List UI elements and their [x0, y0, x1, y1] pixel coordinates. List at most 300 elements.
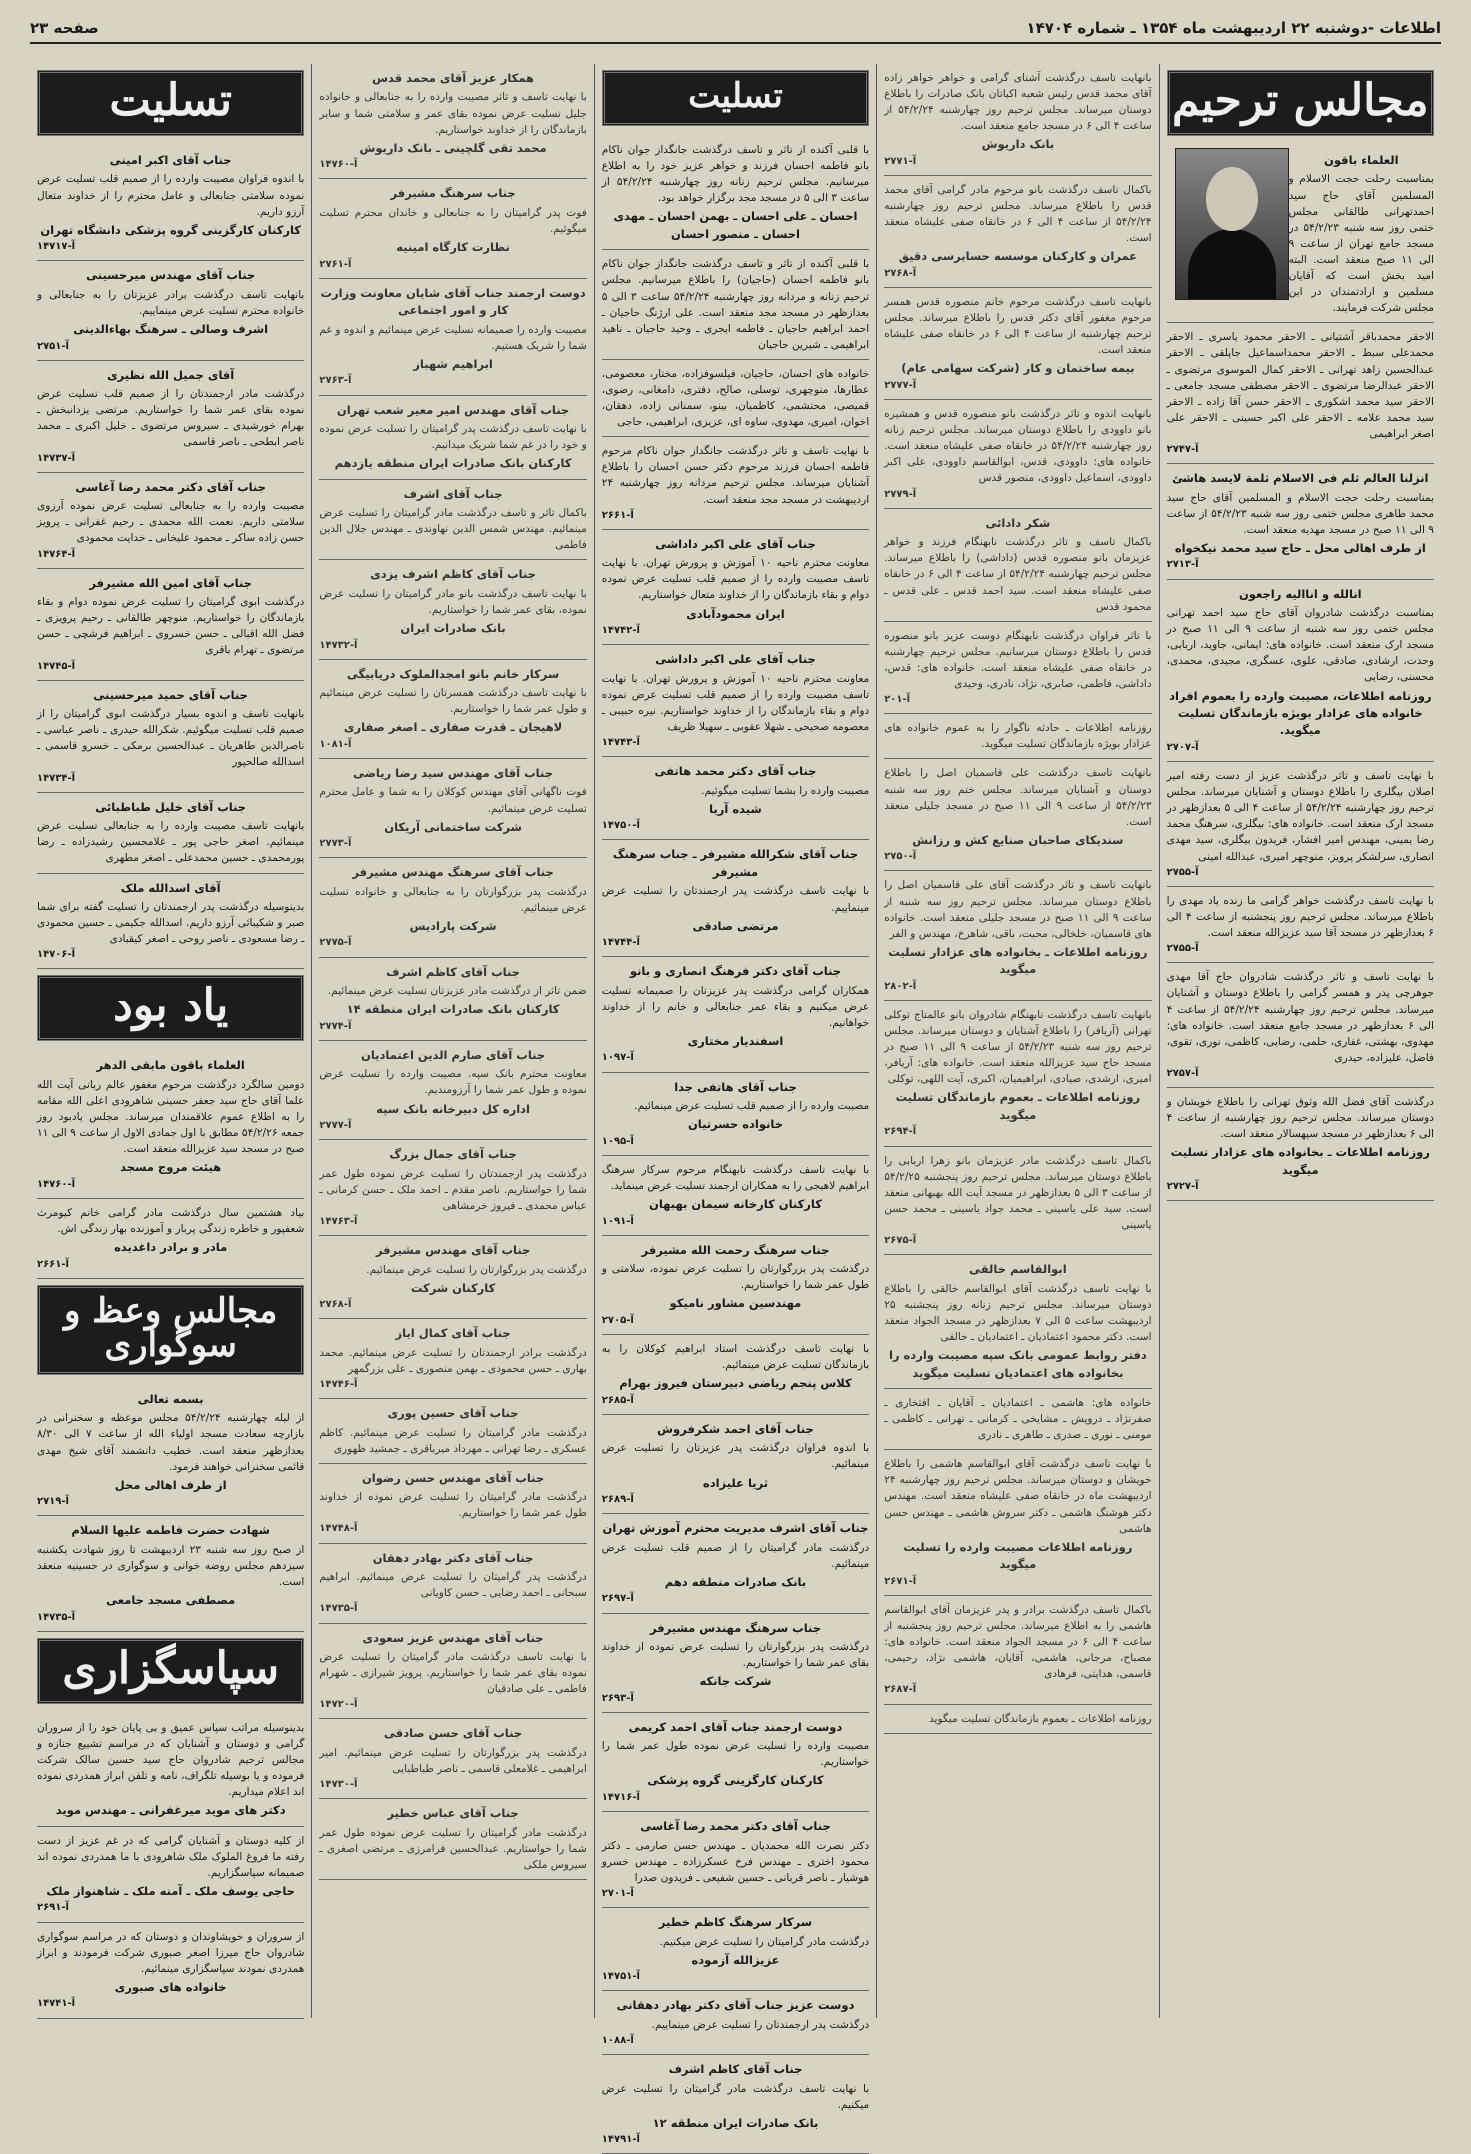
- notice-signature: خانواده حسرتیان: [687, 1117, 784, 1132]
- notice: [1167, 887, 1434, 963]
- notice-title: جناب سرهنگ مشیرفر: [390, 186, 516, 201]
- notice-title: دوست عزیز جناب آقای دکتر بهادر دهقانی: [616, 1998, 855, 2013]
- notice-text: از کلیه دوستان و آشنایان گرامی که در غم عزیز از دست رفته ما فروغ الملوک ملک شاهرودی با ما همدردی نموده اند صمیمانه سپاسگزاریم.: [36, 1834, 305, 1879]
- notice-text: درگذشت پدر بزرگوارتان را تسلیت عرض نموده، سلامتی و طول عمر شما را خواستاریم.: [601, 1263, 870, 1292]
- column-2: [876, 64, 1158, 2018]
- notice-code: آ-۱۴۷۴۳: [601, 737, 640, 749]
- section-banner-taslit-1: تسلیت: [37, 70, 304, 136]
- notice-code: آ-۲۷۷۳: [319, 838, 352, 850]
- notice-text: با اندوه فراوان درگذشت پدر عزیزتان را تسلیت عرض مینمائیم.: [601, 1442, 870, 1471]
- columns: [30, 64, 1441, 2146]
- notice-title: جناب سرهنگ رحمت الله مشیرفر: [641, 1242, 830, 1257]
- notice: [37, 261, 304, 360]
- notice: [319, 1319, 586, 1399]
- notice-text: بانهایت تاسف و تاثر درگذشت آقای علی قاسمیان اصل را باطلاع دوستان میرساند. مجلس ترحیم روز سه شنبه از ساعت ۹ الی ۱۱ صبح در مسجد جلیلی منعقد است. خانواده های قاسمیان، خلخالی، محبت، باقی، شاهرخ، مهندس و الفر: [884, 879, 1152, 940]
- notice-title: آقای اسدالله ملک: [120, 880, 221, 895]
- notice-text: روزنامه اطلاعات ـ حادثه ناگوار را به عموم خانواده های عزادار بویژه بازماندگان تسلیت میگوید.: [884, 722, 1152, 751]
- notice-text: با نهایت تاسف درگذشت پدر ارجمندتان را تسلیت عرض مینماییم.: [601, 885, 870, 914]
- notice-text: با نهایت تاسف و تاثر درگذشت عزیز از دست رفته امیر اصلان بیگلری را باطلاع دوستان و آشنایان میرساند. مجلس ترحیم روز چهارشنبه ۵۴/۲/۲۴ از ساعت ۴ الی ۵ بعدازظهر در مسجد ارک منعقد است. خانواده های: بیگلری، سرهنگ محمد رضا یمینی، مهندس امیر افشار، فریدون بیگلری، سید مهدی انصاری، سرلشکر پرویز، منوچهر امیری، عبدالله امینی: [1166, 770, 1434, 863]
- notice-signature: بانک داریوش: [981, 137, 1055, 152]
- column-tarhim: [1159, 64, 1441, 2018]
- notices-col5: [37, 146, 304, 969]
- notice: [602, 757, 869, 840]
- notice-code: آ-۲۶۸۵: [601, 1394, 634, 1406]
- notice-signature: بانک صادرات ایران منطقه ۱۲: [652, 2115, 819, 2130]
- notice: [884, 509, 1151, 622]
- notice: [319, 279, 586, 396]
- notice-code: آ-۱۴۷۹۱: [601, 2134, 640, 2146]
- notice-signature: خانواده های صبوری: [114, 1979, 227, 1994]
- notice-signature: روزنامه اطلاعات ـ بعموم بازماندگان تسلیت میگوید: [895, 1090, 1141, 1122]
- notice-title: جناب آقای اشرف مدیریت محترم آموزش تهران: [602, 1521, 869, 1536]
- notice-signature: بانک صادرات منطقه دهم: [664, 1574, 807, 1589]
- notice-title: جناب آقای مهندس سید رضا ریاضی: [353, 766, 553, 780]
- notice-text: با نهایت تاسف درگذشت نابهنگام مرحوم سرکار سرهنگ ابراهیم لاهیجی را به همکاران ارجمند تسلیت عرض مینماید.: [601, 1163, 870, 1192]
- notice-signature: مهندسین مشاور نامیکو: [669, 1296, 802, 1311]
- notice-title: جناب آقای کاظم اشرف یزدی: [370, 567, 536, 582]
- notice-code: آ-۲۶۹۳: [601, 1692, 634, 1704]
- notice: [1167, 580, 1434, 763]
- notice-signature: حاجی یوسف ملک ـ آمنه ملک ـ شاهنواز ملک: [46, 1884, 295, 1898]
- notice-code: آ-۲۷۵۵: [1166, 943, 1199, 955]
- notice-code: آ-۲۷۷۵: [319, 937, 352, 949]
- notice-signature: روزنامه اطلاعات ـ بخانواده های عزادار تسلیت میگوید: [888, 944, 1148, 977]
- notice-signature: بیمه ساختمان و کار (شرکت سهامی عام): [901, 361, 1135, 376]
- notices-yadbood: [37, 1051, 304, 1278]
- notice: [602, 1614, 869, 1713]
- notice: [884, 622, 1151, 715]
- notice: [319, 1624, 586, 1720]
- notice-title: جناب آقای خلیل طباطبائی: [95, 799, 247, 814]
- notice-signature: کارکنان شرکت: [410, 1280, 496, 1295]
- notice-text: بانهایت تاسف درگذشت مرحوم خانم منصوره قدس همسر مرحوم مغفور آقای دکتر قدس را باطلاع میرساند. مجلس ترحیم چهارشنبه از ساعت ۴ الی ۶ در خانقاه صفی علیشاه منعقد است.: [884, 296, 1152, 357]
- notices-col1: [1167, 146, 1434, 1201]
- notice: [602, 2055, 869, 2154]
- notice: [37, 681, 304, 793]
- notice-text: باکمال تاسف درگذشت بانو مرحوم مادر گرامی آقای محمد قدس را باطلاع میرساند. مجلس ترحیم روز چهارشنبه ۵۴/۲/۲۴ از ساعت ۴ الی ۶ در خانقاه صفی علیشاه منعقد است.: [884, 184, 1152, 245]
- notice-text: با نهایت تاسف درگذشت آقای ابوالقاسم هاشمی را باطلاع خویشان و دوستان میرساند. مجلس ترحیم روز چهارشنبه ۲۴ اردیبهشت ماه در خانقاه صفی علیشاه منعقد است. مهندس دکتر هوشنگ هاشمی ـ دکتر سروش هاشمی ـ مهندس حسن هاشمی: [884, 1458, 1152, 1535]
- notice: [602, 1415, 869, 1514]
- notice-title: العلماء باقون مابقی الدهر: [96, 1058, 245, 1073]
- notice-text: مصیبت وارده را صمیمانه تسلیت عرض مینمائیم و اندوه و غم شما را شریک هستیم.: [319, 323, 587, 352]
- notice-code: آ-۲۶۸۹: [601, 1494, 634, 1505]
- section-banner-taslit-2: تسلیت: [602, 70, 869, 126]
- notice-signature: اشرف وصالی ـ سرهنگ بهاءالدینی: [73, 322, 269, 337]
- notice-text: با نهایت تاسف درگذشت خواهر گرامی ما زنده یاد مهدی را باطلاع میرساند. مجلس ترحیم روز پنجشنبه از ساعت ۴ الی ۶ بعدازظهر در مسجد آقا سید عزیزالله منعقد است.: [1166, 894, 1434, 940]
- notice-signature: اسفندیار مختاری: [687, 1034, 784, 1048]
- notice-signature: مرتضی صادقی: [692, 918, 779, 933]
- notice-text: بمناسبت درگذشت شادروان آقای حاج سید احمد تهرانی مجلس ختمی روز سه شنبه از ساعت ۹ الی ۱۱ صبح در مسجد ارک منعقد است. خانواده های: ایمانی، جاوید، اربابی، وحدت، ارشادی، صادقی، علوی، عسگری، مجیدی، محمدی، محسنی، رضایی: [1166, 607, 1434, 684]
- notice-text: درگذشت پدر بزرگوارتان را به جنابعالی و خانواده تسلیت عرض مینمائیم.: [319, 885, 587, 914]
- notice-code: آ-۲۷۰۱: [601, 1887, 634, 1899]
- section-banner-vaz: مجالس وعظ و سوگواری: [37, 1285, 304, 1375]
- notice: [37, 1827, 304, 1923]
- notice-title: بسمه تعالی: [137, 1391, 204, 1406]
- notice-text: با نهایت تاسف درگذشت مادر گرامیتان را تسلیت عرض میکنیم.: [601, 2082, 870, 2111]
- notice: [602, 437, 869, 530]
- notice-code: آ-۲۷۶۱: [319, 258, 352, 270]
- notice-text: با تاثر فراوان درگذشت نابهنگام دوست عزیز بانو منصوره قدس را باطلاع دوستان میرسانیم. مجلس ترحیم چهارشنبه در خانقاه صفی علیشاه منعقد است. خانواده های: قدس، داداشی، فاطمی، صابری، نژاد، نادری، وحیدی: [884, 629, 1152, 690]
- notice-text: معاونت محترم بانک سپه. مصیبت وارده را تسلیت عرض نموده و طول عمر شما را آرزومندیم.: [319, 1068, 587, 1097]
- notice: [884, 871, 1151, 1001]
- notice: [884, 1255, 1151, 1389]
- notice-text: خانواده های: هاشمی ـ اعتمادیان ـ آقایان ـ افتخاری ـ صفرنژاد ـ درویش ـ مشایخی ـ کرمانی ـ تهرانی ـ کاظمی ـ مومنی ـ نوری ـ صدری ـ طاهری ـ نادری: [884, 1397, 1152, 1442]
- notice: [37, 1199, 304, 1279]
- notice-code: آ-۱۴۷۶۰: [36, 1178, 76, 1190]
- notice-text: بانهایت تاسف درگذشت علی قاسمیان اصل را باطلاع دوستان و آشنایان میرساند. مجلس ختم روز سه شنبه ۵۴/۲/۲۳ از ساعت ۹ الی ۱۱ صبح در مسجد جلیلی منعقد است.: [884, 767, 1152, 828]
- notice-signature: اداره کل دبیرخانه بانک سپه: [376, 1101, 530, 1116]
- notice-code: آ-۱۴۷۳۵: [36, 1611, 76, 1623]
- notice-title: جناب آقای مهندس میرحسینی: [86, 268, 256, 283]
- notice: [1167, 963, 1434, 1088]
- notice: [602, 250, 869, 360]
- notice-title: جناب آقای دکتر بهادر دهقان: [372, 1550, 534, 1565]
- notice-title: جناب آقای عباس خطیر: [387, 1806, 519, 1821]
- notice: [319, 660, 586, 759]
- notice-signature: کارکنان کارگزینی گروه پزشکی: [647, 1773, 824, 1788]
- notice: [602, 360, 869, 437]
- notice-signature: از طرف اهالی محل ـ حاج سید محمد نیکخواه: [1174, 540, 1426, 555]
- notice-title: جناب آقای کاظم اشرف: [386, 964, 520, 979]
- column-5: [30, 64, 311, 2018]
- notice: [602, 530, 869, 645]
- notice-title: جناب آقای امین الله مشیرفر: [89, 575, 252, 590]
- notice-text: بانهایت اندوه و تاثر درگذشت بانو منصوره قدس و همشیره بانو داوودی را باطلاع دوستان میرساند. مجلس ترحیم زنانه روز چهارشنبه ۵۴/۲/۲۴ در خانقاه صفی علیشاه منعقد است. خانواده های: داوودی، قدس، ابوالقاسم داوودی، علی اکبر داوودی، اسماعیل داوودی، منصور قدس: [884, 408, 1152, 485]
- notice: [319, 1399, 586, 1464]
- notice-title: جناب آقای حسین پوری: [387, 1406, 519, 1421]
- notice-text: مصیبت وارده را تسلیت عرض نموده طول عمر شما را خواستاریم.: [601, 1740, 870, 1769]
- notice: [602, 645, 869, 757]
- notice: [319, 1236, 586, 1319]
- notice-code: آ-۲۷۵۷: [1166, 1067, 1199, 1079]
- notice-signature: سندیکای صاحبان صنایع کش و رزانش: [912, 832, 1124, 847]
- notice-code: آ-۲۶۷۱: [884, 1575, 917, 1587]
- notice-code: آ-۲۶۶۱: [601, 509, 634, 521]
- notice-text: درگذشت مادر گرامیتان را تسلیت عرض نموده طول عمر شما را خواستاریم. عبدالحسین فرامرزی ـ مرتضی اصغری ـ سیروس ملکی: [319, 1826, 587, 1871]
- notice: [884, 400, 1151, 509]
- notice-title: جناب آقای کاظم اشرف: [668, 2062, 803, 2077]
- notice: [602, 1908, 869, 1991]
- notice-code: آ-۱۴۷۳۴: [36, 772, 76, 784]
- notice-code: آ-۱۴۷۶۰: [319, 159, 358, 171]
- notice-text: درگذشت پدر بزرگوارتان را تسلیت عرض نموده از خداوند بقای عمر شما را خواستاریم.: [601, 1640, 870, 1670]
- notice-title: جناب آقای دکتر محمد رضا آغاسی: [75, 479, 266, 494]
- notice: [884, 714, 1151, 759]
- notice-text: درگذشت پدر بزرگوارتان را تسلیت عرض مینمائیم.: [366, 1263, 587, 1276]
- notice-text: با قلبی آکنده از تاثر و تاسف درگذشت جانگداز جوان ناکام بانو فاطمه احسان فرزند و خواهر عزیز خود را به اطلاع میرسانیم. مجلس ترحیم زنانه روز چهارشنبه ۵۴/۲/۲۴ از ساعت ۳ الی ۵ در مسجد مجد برگزار خواهد بود.: [601, 144, 870, 205]
- notice-code: آ-۱۴۷۳۲: [319, 639, 358, 651]
- notice-text: معاونت محترم ناحیه ۱۰ آموزش و پرورش تهران. با نهایت تاسف مصیبت وارده را از صمیم قلب تسلیت عرض نموده دوام و بقاء بازماندگان را از خداوند خواستاریم. نیره حبیبی ـ معصومه صحیحی ـ شهلا عقوبی ـ سهیلا ظریف: [601, 672, 870, 733]
- notice-text: با نهایت تاسف و تاثر درگذشت جانگداز جوان ناکام مرحوم فاطمه احسان فرزند مرحوم دکتر حسن احسان را باطلاع آشنایان میرساند. مجلس ترحیم مردانه روز چهارشنبه ۲۴ اردیبهشت در مسجد مجد منعقد است.: [601, 445, 870, 506]
- notice-title: جناب آقای هاتفی جدا: [674, 1079, 797, 1094]
- notice-signature: مادر و برادر داغدیده: [114, 1240, 228, 1255]
- notice: [319, 1140, 586, 1236]
- notice-text: الاحقر محمدباقر آشتیانی ـ الاحقر محمود یاسری ـ الاحقر محمدعلی سبط ـ الاحقر محمداسماعیل جاپلقی ـ الاحقر عبدالحسین زاهد تهرانی ـ الاحقر کمال الموسوی مرتضوی ـ الاحقر عبدالرضا مرتضوی ـ الاحقر مصطفی مسجد جامعی ـ الاحقر سید محمد اشکوری ـ الاحقر حسن آقا زاده ـ الاحقر سید محمد علامه ـ الاحقر علی اکبر حسینی ـ الاحقر علی اصغر ابراهیمی: [1166, 331, 1434, 440]
- notice-text: بیاد هشتمین سال درگذشت مادر گرامی خانم کیومرث شعفپور و خاطره زندگی پربار و آموزنده بهار زندگی اش.: [36, 1207, 305, 1236]
- notice-code: آ-۲۶۸۷: [884, 1684, 917, 1696]
- notice-title: جناب آقای احمد شکرفروش: [657, 1421, 814, 1436]
- notice-signature: از طرف اهالی محل: [114, 1477, 227, 1492]
- notice-text: بانهایت تاسف درگذشت برادر عزیزتان را به جنابعالی و خانواده محترم تسلیت عرض مینماییم.: [36, 288, 305, 317]
- notice-title: سرکار خانم بانو امجدالملوک دریابیگی: [346, 666, 560, 681]
- section-banner-tarhim: مجالس ترحیم: [1167, 70, 1434, 136]
- notice-signature: عزیزالله آزموده: [691, 1952, 780, 1967]
- notice-title: جناب آقای حسن صادقی: [384, 1726, 523, 1741]
- notice-code: آ-۱۴۷۴۵: [36, 660, 76, 672]
- portrait-photo: [1175, 148, 1289, 300]
- notice-signature: شیده آریا: [709, 801, 762, 816]
- notice-title: جناب آقای مهندس حسن رضوان: [361, 1470, 545, 1485]
- notice: [1167, 1088, 1434, 1201]
- notice: [884, 64, 1151, 176]
- notice-code: آ-۲۷۱۹: [36, 1496, 69, 1508]
- notice-signature: دفتر روابط عمومی بانک سپه مصیبت وارده را بخانواده های اعتمادیان تسلیت میگوید: [888, 1348, 1147, 1380]
- notice-title: سرکار سرهنگ کاظم خطیر: [658, 1915, 813, 1930]
- notice-code: آ-۲۷۱۳: [1166, 559, 1199, 571]
- notice-text: بمناسبت رحلت حجت الاسلام و المسلمین آقای حاج سید محمد طاهری مجلس ختمی روز سه شنبه ۵۴/۲/۲۳ از ساعت ۹ الی ۱۱ صبح در مسجد مهدیه منعقد است.: [1166, 491, 1435, 536]
- notice-code: آ-۱۴۷۱۷: [36, 241, 76, 253]
- notice-signature: مصطفی مسجد جامعی: [106, 1593, 236, 1608]
- notice-signature: احسان ـ علی احسان ـ بهمن احسان ـ مهدی احسان ـ منصور احسان: [613, 209, 858, 241]
- notice-code: آ-۲۷۴۷: [1166, 443, 1199, 455]
- notice: [602, 1156, 869, 1236]
- notice-text: با قلبی آکنده از تاثر و تاسف درگذشت جانگداز جوان ناکام بانو فاطمه احسان (حاجیان) را باطلاع میرسانیم. مجلس ترحیم زنانه و مردانه روز چهارشنبه ۵۴/۲/۲۴ ساعت ۳ الی ۵ بعدازظهر در مسجد مجد منعقد است. علی ارژنگ حاجیان ـ احمد ابراهیم حاجیان ـ فاطمه ایجری ـ وحید حاجیان ـ ناهید ابراهیمی ـ شیرین حاجیان: [601, 258, 870, 351]
- notice: [37, 1516, 304, 1631]
- notice-title: انالله و اناالیه راجعون: [1238, 586, 1362, 601]
- notice-code: آ-۱۴۷۴۶: [319, 1378, 358, 1390]
- notice-text: از سروران و خویشاوندان و دوستان که در مراسم سوگواری شادروان حاج میرزا اصغر صبوری شرکت فرمودند و ابراز همدردی نمودند سپاسگزاری مینمائیم.: [36, 1930, 305, 1975]
- notices-sepas: [37, 1714, 304, 2019]
- notice-text: مصیبت وارده را از صمیم قلب تسلیت عرض مینمائیم.: [634, 1100, 870, 1113]
- notice-signature: کلاس پنجم ریاضی دبیرستان فیروز بهرام: [619, 1376, 852, 1391]
- notice-text: مصیبت وارده را به جنابعالی تسلیت عرض نموده آرزوی سلامتی داریم. نعمت الله محمدی ـ رحیم غفرانی ـ پرویز حسن زاده ساکر ـ محمود علیخانی ـ خدایت محمودی: [36, 500, 305, 545]
- notice-text: درگذشت پدر ارجمندتان را تسلیت عرض مینماییم.: [651, 2018, 870, 2031]
- notice-code: آ-۲۷۵۵: [1166, 866, 1199, 878]
- notice-text: بانهایت تاسف و اندوه بسیار درگذشت ابوی گرامیتان را از صمیم قلب تسلیت میگوئیم. شکرالله حیدری ـ ناصر عباسی ـ ناصرالدین طاهریان ـ عبدالحسین برمکی ـ خسرو قاسمی ـ اسدالله صالحپور: [36, 708, 305, 769]
- notice-code: آ-۲۷۰۵: [601, 1314, 634, 1326]
- notice-signature: شرکت جانکه: [699, 1674, 772, 1689]
- notice: [884, 759, 1151, 871]
- notice-signature: عمران و کارکنان موسسه حسابرسی دقیق: [898, 249, 1138, 264]
- notice-text: درگذشت مادر ارجمندتان را از صمیم قلب تسلیت عرض نموده بقای عمر شما را خواستاریم. مرتضی یزدانبخش ـ بهرام خورشیدی ـ سیروس مرتضوی ـ خلیل اکبری ـ محمد ناصر ابطحی ـ ناصر قاسمی: [36, 388, 305, 449]
- notice-code: آ-۱۴۷۵۱: [601, 1971, 640, 1983]
- notice-code: آ-۲۷۶۸: [319, 1299, 352, 1311]
- notice-title: جناب آقای علی اکبر داداشی: [655, 536, 816, 551]
- notice-code: آ-۲۶۶۱: [36, 1258, 69, 1270]
- notice-text: همکاران گرامی درگذشت پدر عزیزتان را صمیمانه تسلیت عرض میکنیم و بقاء عمر جنابعالی و خانم را از خداوند خواهانیم.: [601, 984, 870, 1029]
- notice-signature: شرکت پارادیس: [409, 918, 497, 933]
- notice-text: بمناسبت رحلت حجت الاسلام و المسلمین آقای حاج سید احمدتهرانی طالقانی مجلس ختمی روز سه شنبه ۵۴/۲/۲۳ در مسجد جامع تهران از ساعت ۹ الی ۱۱ صبح منعقد است. البته امید بخش است که آقایان مسلمین و ارادتمندان در این مجلس شرکت فرمایند.: [1288, 173, 1434, 315]
- notice-signature: روزنامه اطلاعات مصیبت وارده را تسلیت میگوید: [903, 1539, 1133, 1572]
- notice-text: با نهایت تاسف درگذشت استاد ابراهیم کوکلان را به بازماندگان تسلیت عرض مینمائیم.: [601, 1343, 870, 1372]
- notice-signature: کارکنان کارگزینی گروه پزشکی دانشگاه تهران: [40, 222, 301, 237]
- notice-title: جناب آقای مهندس امیر معیر شعب تهران: [336, 402, 570, 417]
- notice-title: جناب آقای دکتر محمد رضا آغاسی: [640, 1819, 831, 1834]
- notice: [319, 1464, 586, 1544]
- notice-signature: محمد تقی گلچینی ـ بانک داریوش: [359, 140, 547, 155]
- notice-signature: نظارت کارگاه امینیه: [396, 240, 510, 255]
- notice-text: درگذشت ابوی گرامیتان را تسلیت عرض نموده دوام و بقاء بازماندگان را خواستاریم. منوچهر طالقانی ـ رحیم پرویزی ـ فضل الله اقبالی ـ حسن خسروی ـ ابراهیم فرشچی ـ حسن مرتضوی ـ تهرام باقری: [36, 596, 305, 657]
- section-banner-sepas: سپاسگزاری: [37, 1638, 304, 1704]
- notice-text: باکمال تاسف درگذشت برادر و پدر عزیزمان آقای ابوالقاسم هاشمی را به اطلاع میرساند. مجلس ترحیم روز پنجشنبه از ساعت ۴ الی ۶ در مسجد الجواد منعقد است. خانواده های: مصباح، مرجانی، هاشمی، آقایان، هاشمی نژاد، رحیمی، قاسمی، هدایتی، فرهادی: [884, 1603, 1152, 1681]
- notice: [1167, 464, 1434, 579]
- notice-title: جناب آقای صارم الدین اعتمادیان: [361, 1047, 546, 1062]
- notice-text: درگذشت مادر گرامیتان را تسلیت عرض میکنیم.: [659, 1935, 870, 1948]
- notice-signature: کارکنان بانک صادرات ایران منطقه یازدهم: [334, 456, 572, 471]
- notice-code: آ-۱۰۹۱: [601, 1215, 634, 1227]
- notice: [37, 473, 304, 569]
- notice-text: مصیبت وارده را بشما تسلیت میگوئیم.: [701, 784, 870, 797]
- notice-text: دومین سالگرد درگذشت مرحوم مغفور عالم ربانی آیت الله علما آقای حاج سید جعفر حسینی شاهرودی اعلی الله مقامه را به اطلاع عموم علاقمندان میرساند. مجلس یادبود روز جمعه ۵۴/۲/۲۶ مطابق با اول جمادی الاول از ساعت ۹ الی ۱۱ صبح در مسجد سید عزیزالله منعقد است.: [36, 1078, 305, 1156]
- notice-code: آ-۲۶۹۱: [36, 1902, 69, 1914]
- notice: [602, 957, 869, 1072]
- notice-code: آ-۲۷۷۷: [319, 1119, 352, 1131]
- notice: [319, 1041, 586, 1140]
- notice-signature: ثریا علیزاده: [702, 1475, 769, 1490]
- notice-text: با نهایت تاسف و تاثر مصیبت وارده را به جنابعالی و خانواده جلیل تسلیت عرض نموده بقای عمر و سلامتی شما و سایر بازماندگان را از خداوند خواستاریم.: [319, 91, 587, 136]
- notice-code: آ-۱۴۷۶۳: [319, 1215, 358, 1227]
- notice: [319, 396, 586, 480]
- notice-text: بانهایت تاسف درگذشت نابهنگام شادروان بانو عالمتاج توکلی تهرانی (آریافر) را باطلاع آشنایان و دوستان میرساند. مجلس ترحیم روز سه شنبه ۵۴/۲/۲۳ از ساعت ۹ الی ۱۱ صبح در مسجد حاج سید عزیزالله منعقد است. خانواده های: آریافر، امیری، ارشدی، صیادی، ابراهیمیان، اکبری، آیت اللهی، توکلی: [884, 1008, 1152, 1086]
- notice: [37, 874, 304, 970]
- notice-title: دوست ارجمند جناب آقای احمد کریمی: [628, 1719, 843, 1734]
- notice: [884, 288, 1151, 400]
- notice-code: آ-۱۴۷۳۷: [36, 452, 76, 464]
- notice: [602, 1991, 869, 2055]
- notice-title: شهادت حضرت فاطمه علیها السلام: [71, 1523, 270, 1538]
- notices-vaz: [37, 1385, 304, 1632]
- notice-text: درگذشت مادر گرامیتان را تسلیت عرض نموده از خداوند طول عمر شما را خواستاریم.: [319, 1491, 587, 1520]
- notice-title: جناب آقای دکتر محمد هاتفی: [654, 764, 817, 779]
- notice-code: آ-۲۷۷۹: [884, 488, 917, 500]
- notice-text: درگذشت پدر بزرگوارتان را تسلیت عرض مینمائیم. امیر ابراهیمی ـ غلامعلی قاسمی ـ ناصر طباطبایی: [319, 1746, 587, 1775]
- notice-code: آ-۱۴۷۵۰: [601, 820, 640, 832]
- notices-col4: [319, 64, 586, 1880]
- notice: [602, 1073, 869, 1156]
- notice-title: شکر دادائی: [985, 515, 1051, 530]
- notice-signature: شرکت ساختمانی آریکان: [384, 819, 522, 834]
- column-3: [594, 64, 876, 2146]
- notice: [884, 176, 1151, 288]
- notice: [319, 958, 586, 1041]
- notice-text: فوت پدر گرامیتان را به جنابعالی و خاندان محترم تسلیت میگوئیم.: [319, 206, 587, 235]
- notice: [1167, 762, 1434, 887]
- notice-title: همکار عزیز آقای محمد قدس: [372, 71, 535, 85]
- notice-code: آ-۱۰۹۷: [601, 1052, 634, 1064]
- notice-title: جناب آقای حمید میرحسینی: [93, 687, 248, 702]
- notice-text: بدینوسیله مراتب سپاس عمیق و بی پایان خود را از سروران گرامی و دوستان و آشنایان که در مراسم تشییع جنازه و مجالس ترحیم شادروان حاج سید حسین سالک شرکت فرموده و یا بوسیله تلگراف، نامه و تلفن ابراز همدردی نموده اند اعلام میداریم.: [36, 1721, 305, 1799]
- notice-text: درگذشت مادر گرامیتان را تسلیت عرض مینمائیم. کاظم عسکری ـ رضا تهرانی ـ مهرداد میرباقری ـ جمشید ظهوری: [319, 1426, 587, 1455]
- notice-code: آ-۱۰۸۸: [601, 2034, 634, 2046]
- notice: [319, 759, 586, 858]
- notice: [319, 1799, 586, 1880]
- notice: [319, 179, 586, 278]
- notice: [319, 1544, 586, 1624]
- notice-text: با نهایت تاسف درگذشت مادر گرامیتان را تسلیت عرض نموده بقای عمر شما را خواستاریم. پرویز شیرازی ـ شهرام فاطمی ـ علی صادقیان: [319, 1650, 587, 1696]
- notice-code: آ-۲۷۵۱: [36, 340, 69, 352]
- notice-code: آ-۱۰۹۵: [601, 1135, 634, 1147]
- notice-code: آ-۱۴۷۳۵: [319, 1603, 358, 1615]
- notice-text: با نهایت تاسف و تاثر درگذشت شادروان حاج آقا مهدی جوهرچی پدر و همسر گرامی را باطلاع دوستان و آشنایان میرساند. مجلس ترحیم روز چهارشنبه ۵۴/۲/۲۴ از ساعت ۴ الی ۶ بعدازظهر در مسجد جامع منعقد است. خانواده های: مهدوی، بهشتی، غفاری، حلمی، رضایی، کاظمی، نوری، تقوی، فاضل، علیزاده، حیدری: [1166, 971, 1434, 1064]
- notices-col3: [602, 136, 869, 2154]
- notice-title: جناب آقای شکرالله مشیرفر ـ جناب سرهنگ مشیرفر: [612, 847, 859, 879]
- notice-title: جناب آقای اشرف: [403, 486, 503, 501]
- notice-text: با نهایت تاسف درگذشت آقای ابوالقاسم خالقی را باطلاع دوستان میرساند. مجلس ترحیم زنانه روز پنجشنبه ۲۵ اردیبهشت ساعت ۵ الی ۷ بعدازظهر در مسجد الجواد منعقد است. دکتر محمود اعتمادیان ـ اعتمادیان ـ خالقی: [884, 1282, 1152, 1343]
- notice-text: با اندوه فراوان مصیبت وارده را از صمیم قلب تسلیت عرض نموده سلامتی جنابعالی و عامل محترم را از خداوند متعال آرزو داریم.: [36, 173, 305, 218]
- notice-text: دکتر نصرت الله محمدیان ـ مهندس حسن صارمی ـ دکتر محمود اختری ـ مهندس فرخ عسکرزاده ـ مهندس خسرو هوشیار ـ ناصر قربانی ـ حسین شفیعی ـ فریدون صدرا: [601, 1839, 870, 1884]
- notice: [37, 569, 304, 681]
- notice: [602, 840, 869, 957]
- notice-title: العلماء باقون: [1324, 153, 1399, 167]
- notice-text: فوت ناگهانی آقای مهندس کوکلان را به شما و عامل محترم تسلیت عرض مینمائیم.: [319, 786, 587, 815]
- notice-title: جناب آقای علی اکبر داداشی: [655, 652, 816, 667]
- notice-text: معاونت محترم ناحیه ۱۰ آموزش و پرورش تهران. با نهایت تاسف مصیبت وارده را از صمیم قلب تسلیت عرض نموده دوام و بقاء بازماندگان را از خداوند متعال خواستاریم.: [601, 557, 870, 602]
- notice: [37, 793, 304, 874]
- notice-signature: روزنامه اطلاعات ـ بخانواده های عزادار تسلیت میگوید: [1170, 1145, 1430, 1177]
- notice-title: جناب آقای دکتر فرهنگ انصاری و بانو: [629, 964, 842, 979]
- notice: [319, 64, 586, 179]
- notice-title: آقای جمیل الله نظیری: [107, 367, 235, 382]
- notice-code: آ-۲۷۶۸: [884, 267, 917, 279]
- notice: [602, 1514, 869, 1613]
- notice: [602, 1236, 869, 1335]
- page-header: [30, 14, 1441, 44]
- notice-code: آ-۱۴۷۴۱: [36, 1998, 76, 2010]
- notice-title: ابوالقاسم خالقی: [969, 1262, 1067, 1277]
- notice: [37, 1051, 304, 1199]
- notice-text: باکمال تاسف و تاثر درگذشت نابهنگام فرزند و خواهر عزیزمان بانو منصوره قدس (داداشی) را باطلاع میرساند. مجلس ترحیم چهارشنبه ۵۴/۲/۲۴ از ساعت ۴ الی ۶ در خانقاه صفی علیشاه منعقد است. سید احمد قدس ـ علی قدس ـ محمود قدس: [884, 536, 1152, 613]
- notice: [602, 1713, 869, 1812]
- notice-title: جناب آقای کمال ایاز: [395, 1326, 511, 1341]
- notice: [319, 858, 586, 957]
- notice-signature: ابراهیم شهباز: [413, 356, 493, 371]
- notice-code: آ-۲۶۷۵: [884, 1235, 917, 1247]
- notice: [884, 1001, 1151, 1147]
- notices-col2: [884, 64, 1151, 1734]
- notice-text: درگذشت مادر گرامیتان را از صمیم قلب تسلیت عرض مینمائیم.: [601, 1541, 870, 1570]
- notice-code: آ-۲۷۰۷: [1166, 741, 1199, 753]
- notice-text: خانواده های احسان، حاجیان، فیلسوفزاده، مختار، معصومی، عطارها، منوچهری، توسلی، صالح، دفتری، دامغانی، رضوی، قمیصی، محتشمی، کاظمیان، بینو، سمنانی زاده، دهقان، اخوان، امیری، مهدوی، ساوه ای، عزیزی، ابراهیمی، حاجی: [601, 367, 870, 429]
- notice-signature: روزنامه اطلاعات، مصیبت وارده را بعموم افراد خانواده های عزادار بویژه بازماندگان تسلیت میگوید.: [1169, 688, 1432, 738]
- notice: [602, 136, 869, 250]
- notice-text: از صبح روز سه شنبه ۲۳ اردیبهشت تا روز شهادت یکشنبه سیزدهم مجلس روضه خوانی و سوگواری در حسینیه منعقد است.: [36, 1543, 305, 1589]
- notice-title: جناب آقای سرهنگ مهندس مشیرفر: [352, 865, 554, 880]
- notice: [37, 1385, 304, 1517]
- notice-code: آ-۲۷۷۷: [884, 379, 917, 391]
- notice-code: آ-۱۴۷۴۴: [601, 937, 640, 949]
- notice-title: دوست ارجمند جناب آقای شایان معاونت وزارت کار و امور اجتماعی: [320, 285, 586, 318]
- notice: [1167, 323, 1434, 464]
- notice-text: باکمال تاثر و تاسف درگذشت مادر گرامیتان را تسلیت عرض مینمائیم. مهندس شمس الدین نهاوندی ـ مهندس جلال الدین فاطمی: [319, 507, 587, 552]
- notice-title: جناب آقای مهندس عزیز سعودی: [362, 1630, 544, 1645]
- notice-code: آ-۲۶۹۴: [884, 1126, 917, 1138]
- section-banner-yadbood: یاد بود: [37, 975, 304, 1041]
- notice-text: بانهایت تاسف درگذشت آشنای گرامی و خواهر خواهر زاده آقای محمد قدس رئیس شعبه اکباتان بانک صادرات را باطلاع دوستان میرساند. مجلس ترحیم روز چهارشنبه ۵۴/۲/۲۴ از ساعت ۴ الی ۶ در مسجد جامع منعقد است.: [884, 72, 1152, 133]
- notice-code: آ-۱۰۸۱: [319, 738, 352, 750]
- notice-title: جناب آقای اکبر امینی: [109, 153, 232, 167]
- notice: [602, 1335, 869, 1415]
- notice-code: آ-۱۴۷۳۰: [319, 1779, 358, 1791]
- notice: [319, 480, 586, 561]
- notice-title: جناب سرهنگ مهندس مشیرفر: [649, 1620, 821, 1635]
- notice-text: ضمن تاثر از درگذشت مادر عزیزتان تسلیت عرض مینمائیم.: [327, 985, 587, 998]
- notice-code: آ-۲۷۶۳: [319, 375, 352, 387]
- notice: [319, 560, 586, 659]
- notice-code: آ-۲۷۵۰: [884, 851, 917, 863]
- notice: [884, 1389, 1151, 1450]
- notice: [37, 361, 304, 473]
- notice-text: با نهایت تاسف درگذشت همسرتان را تسلیت عرض مینمائیم و طول عمر شما را خواستاریم.: [319, 687, 587, 716]
